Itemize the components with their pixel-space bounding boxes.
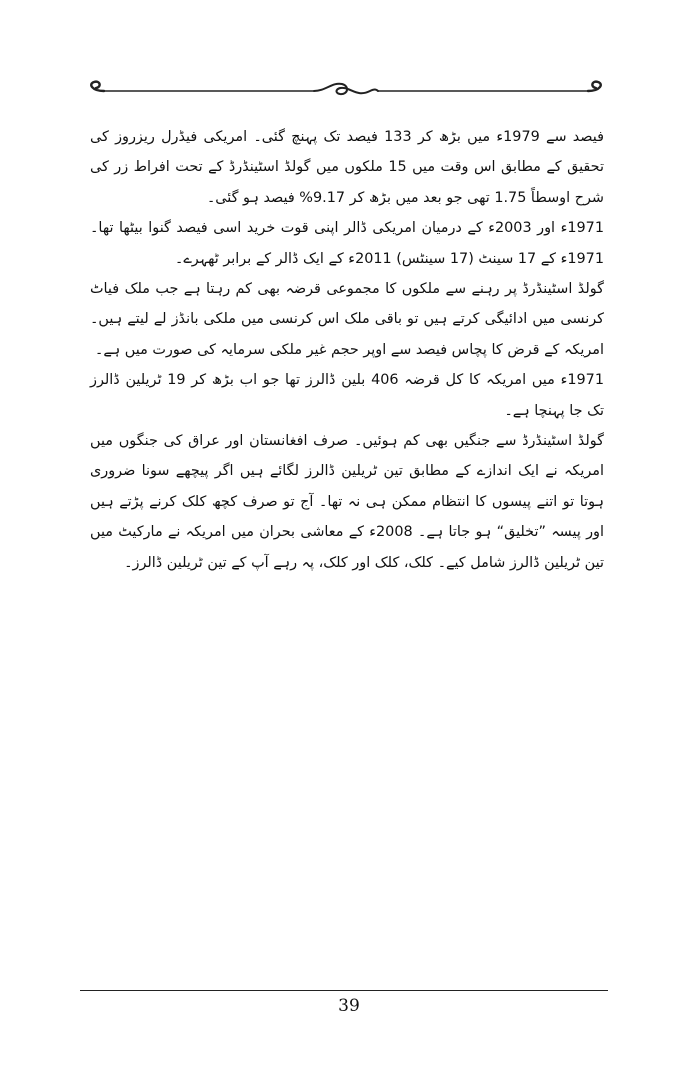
- paragraph-3: گولڈ اسٹینڈرڈ پر رہنے سے ملکوں کا مجموعی قرضہ بھی کم رہتا ہے جب ملک فیاٹ کرنسی میں ادائیگی کرتے ہیں تو باقی ملک اس کرنسی میں ملکی بانڈز لے لیتے ہیں۔ امریکہ کے قرض کا پچاس فیصد سے اوپر حجم غیر ملکی سرمایہ کی صورت میں ہے۔: [90, 281, 604, 358]
- footer-divider: [80, 990, 608, 991]
- paragraph-4: 1971ء میں امریکہ کا کل قرضہ 406 بلین ڈالرز تھا جو اب بڑھ کر 19 ٹریلین ڈالرز تک جا پہنچا ہے۔: [90, 372, 604, 419]
- paragraph-1: فیصد سے 1979ء میں بڑھ کر 133 فیصد تک پہنچ گئی۔ امریکی فیڈرل ریزروز کی تحقیق کے مطابق اس وقت میں 15 ملکوں میں گولڈ اسٹینڈرڈ کے تحت افراط زر کی شرح اوسطاً 1.75 تھی جو بعد میں بڑھ کر 9.17% فیصد ہو گئی۔: [90, 129, 604, 206]
- paragraph-2: 1971ء اور 2003ء کے درمیان امریکی ڈالر اپنی قوت خرید اسی فیصد گنوا بیٹھا تھا۔ 1971ء کے 17 سینٹ (17 سینٹس) 2011ء کے ایک ڈالر کے برابر ٹھہرے۔: [90, 220, 604, 267]
- paragraph-5: گولڈ اسٹینڈرڈ سے جنگیں بھی کم ہوئیں۔ صرف افغانستان اور عراق کی جنگوں میں امریکہ نے ایک اندازے کے مطابق تین ٹریلین ڈالرز لگائے ہیں اگر پیچھے سونا ضروری ہوتا تو اتنے پیسوں کا انتظام ممکن ہی نہ تھا۔ آج تو صرف کچھ کلک کرنے پڑتے ہیں اور پیسہ ”تخلیق“ ہو جاتا ہے۔ 2008ء کے معاشی بحران میں امریکہ نے مارکیٹ میں تین ٹریلین ڈالرز شامل کیے۔ کلک، کلک اور کلک، پہ رہے آپ کے تین ٹریلین ڈالرز۔: [90, 433, 604, 571]
- header-ornament-icon: [82, 78, 610, 104]
- page-body-text: [90, 122, 604, 578]
- page-number: 39: [338, 996, 360, 1016]
